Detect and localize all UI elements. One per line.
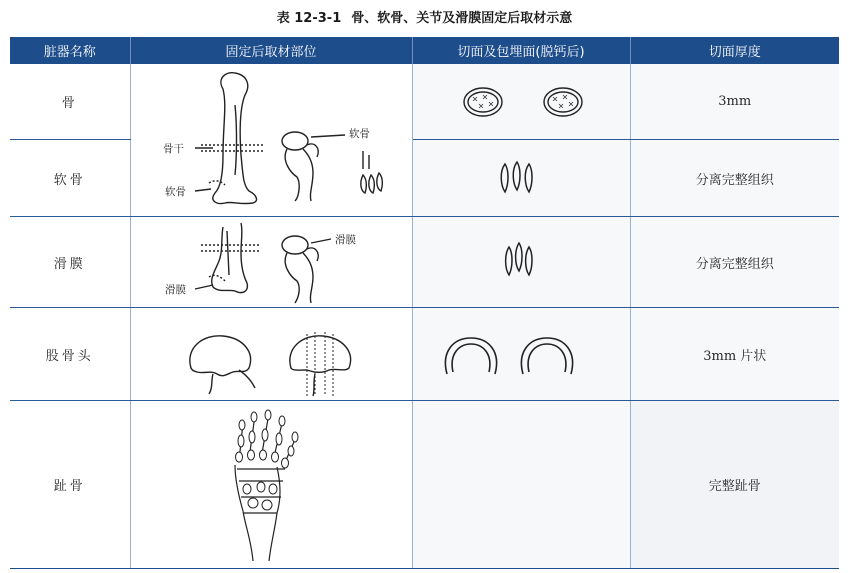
organ-cell — [10, 217, 130, 308]
section-cell — [412, 140, 630, 217]
organ-cell — [10, 308, 130, 401]
cartilage-sections — [413, 140, 631, 216]
label-cartilage-b: 软骨 — [348, 128, 370, 140]
site-illustration-synovium — [130, 217, 412, 308]
section-cell — [412, 64, 630, 140]
foot-skeleton-drawing — [131, 401, 413, 568]
organ-name: 骨 — [61, 96, 78, 111]
synovium-sections — [413, 217, 631, 307]
thickness-value: 3mm 片状 — [703, 348, 767, 364]
label-synovium-b: 滑膜 — [334, 234, 356, 246]
table-caption: 骨、软骨、关节及滑膜固定后取材示意 — [351, 11, 573, 26]
organ-name: 股骨头 — [45, 348, 94, 364]
site-illustration-phalanx — [130, 401, 412, 569]
femoral-head-sections — [413, 308, 631, 400]
organ-name: 软骨 — [53, 172, 86, 188]
sampling-table — [10, 37, 839, 569]
organ-cell — [10, 140, 130, 217]
label-bone-shaft: 骨干 — [162, 143, 184, 155]
bone-cross-sections — [413, 64, 631, 139]
thickness-cell — [630, 401, 839, 569]
thickness-cell — [630, 217, 839, 308]
synovium-drawing — [131, 217, 413, 307]
thickness-value: 3mm — [718, 94, 752, 109]
table-row — [10, 64, 839, 140]
section-cell-empty — [412, 401, 630, 569]
table-row — [10, 217, 839, 308]
bone-cartilage-drawing — [131, 65, 413, 215]
thickness-cell — [630, 140, 839, 217]
header-organ: 脏器名称 — [10, 37, 130, 64]
header-row — [10, 37, 839, 64]
femoral-head-drawing — [131, 308, 413, 400]
table-number: 表 12-3-1 — [276, 11, 342, 26]
header-site: 固定后取材部位 — [130, 37, 412, 64]
thickness-value: 分离完整组织 — [695, 172, 774, 188]
section-cell — [412, 308, 630, 401]
thickness-value: 完整趾骨 — [708, 479, 761, 494]
organ-name: 趾骨 — [53, 479, 86, 494]
table-row — [10, 308, 839, 401]
label-synovium-a: 滑膜 — [164, 284, 186, 296]
thickness-value: 分离完整组织 — [695, 256, 774, 272]
organ-name: 滑膜 — [53, 256, 86, 272]
section-cell — [412, 217, 630, 308]
organ-cell — [10, 64, 130, 140]
header-section: 切面及包埋面(脱钙后) — [412, 37, 630, 64]
table-title — [0, 7, 849, 26]
organ-cell — [10, 401, 130, 569]
label-cartilage-a: 软骨 — [164, 186, 186, 198]
header-thickness: 切面厚度 — [630, 37, 839, 64]
table-row — [10, 401, 839, 569]
site-illustration-bone-cartilage — [130, 64, 412, 217]
thickness-cell — [630, 308, 839, 401]
thickness-cell — [630, 64, 839, 140]
site-illustration-femoral-head — [130, 308, 412, 401]
